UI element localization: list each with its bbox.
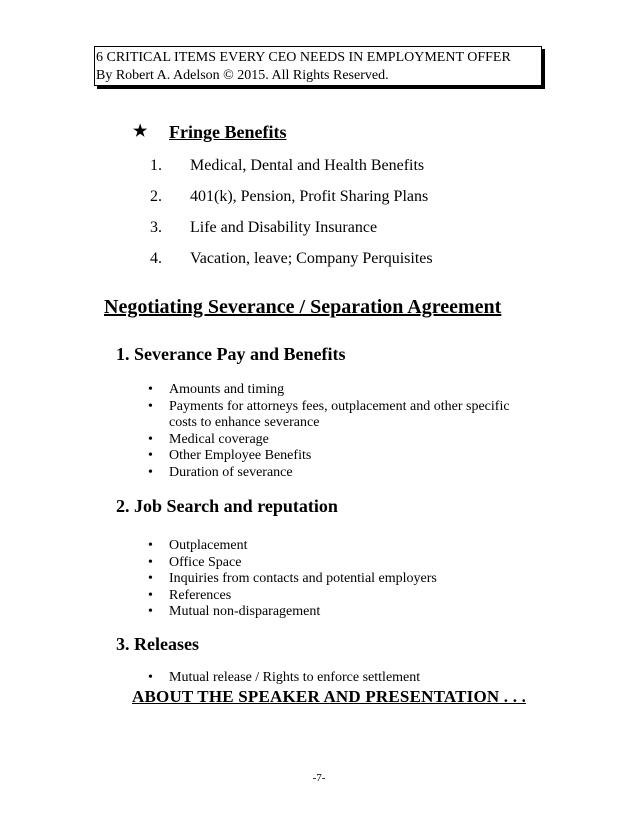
bullet-icon: • <box>148 587 153 603</box>
section-heading-releases: 3. Releases <box>116 634 199 654</box>
bullet-icon: • <box>148 431 153 447</box>
list-item <box>145 432 525 449</box>
section-heading-severance-pay: 1. Severance Pay and Benefits <box>116 344 346 364</box>
item-text: Life and Disability Insurance <box>190 219 378 236</box>
bullet-icon: • <box>148 398 153 414</box>
list-item <box>145 604 525 621</box>
list-item <box>145 670 525 687</box>
header-copyright: By Robert A. Adelson © 2015. All Rights Reserved. <box>96 68 389 83</box>
bullet-icon: • <box>148 604 153 619</box>
page-number: -7- <box>312 772 326 784</box>
item-number: 2. <box>150 188 162 205</box>
list-item <box>145 382 525 399</box>
list-item <box>145 538 525 555</box>
item-text: Vacation, leave; Company Perquisites <box>190 250 433 267</box>
item-number: 1. <box>150 157 162 174</box>
about-speaker-heading: ABOUT THE SPEAKER AND PRESENTATION . . . <box>132 687 527 706</box>
bullet-text: Mutual release / Rights to enforce settlement <box>169 670 421 685</box>
bullet-icon: • <box>148 464 153 480</box>
bullet-text: Mutual non-disparagement <box>169 604 321 619</box>
bullet-icon: • <box>148 670 153 685</box>
bullet-icon: • <box>148 382 153 397</box>
list-item <box>145 399 525 432</box>
bullet-text: Outplacement <box>169 538 248 553</box>
list-item <box>145 465 525 482</box>
list-item <box>145 555 525 572</box>
star-icon: ★ <box>133 123 148 140</box>
bullet-text: Office Space <box>169 554 242 570</box>
fringe-benefits-heading <box>134 122 287 143</box>
section-heading-job-search: 2. Job Search and reputation <box>116 496 338 516</box>
releases-list <box>145 670 525 687</box>
bullet-text: Other Employee Benefits <box>169 448 312 463</box>
severance-pay-list <box>145 382 525 481</box>
bullet-icon: • <box>148 571 153 586</box>
bullet-text: Inquiries from contacts and potential employers <box>169 571 437 586</box>
bullet-text: Duration of severance <box>169 464 293 480</box>
header-title: 6 CRITICAL ITEMS EVERY CEO NEEDS IN EMPLOYMENT OFFER <box>96 50 511 65</box>
list-item <box>145 448 525 465</box>
severance-heading: Negotiating Severance / Separation Agreement <box>104 296 502 318</box>
bullet-text: Amounts and timing <box>169 382 285 397</box>
item-number: 3. <box>150 219 162 236</box>
item-text: Medical, Dental and Health Benefits <box>190 157 425 174</box>
bullet-icon: • <box>148 538 153 553</box>
job-search-list <box>145 538 525 621</box>
list-item <box>145 588 525 605</box>
bullet-text: Medical coverage <box>169 431 269 447</box>
bullet-text: Payments for attorneys fees, outplacement and other specific costs to enhance severance <box>169 398 510 430</box>
item-text: 401(k), Pension, Profit Sharing Plans <box>190 188 429 205</box>
bullet-icon: • <box>148 448 153 463</box>
item-number: 4. <box>150 250 162 267</box>
fringe-benefits-title: Fringe Benefits <box>169 122 287 142</box>
list-item <box>145 571 525 588</box>
bullet-icon: • <box>148 554 153 570</box>
header-text <box>94 46 542 86</box>
bullet-text: References <box>169 587 232 603</box>
header-box <box>94 46 542 86</box>
